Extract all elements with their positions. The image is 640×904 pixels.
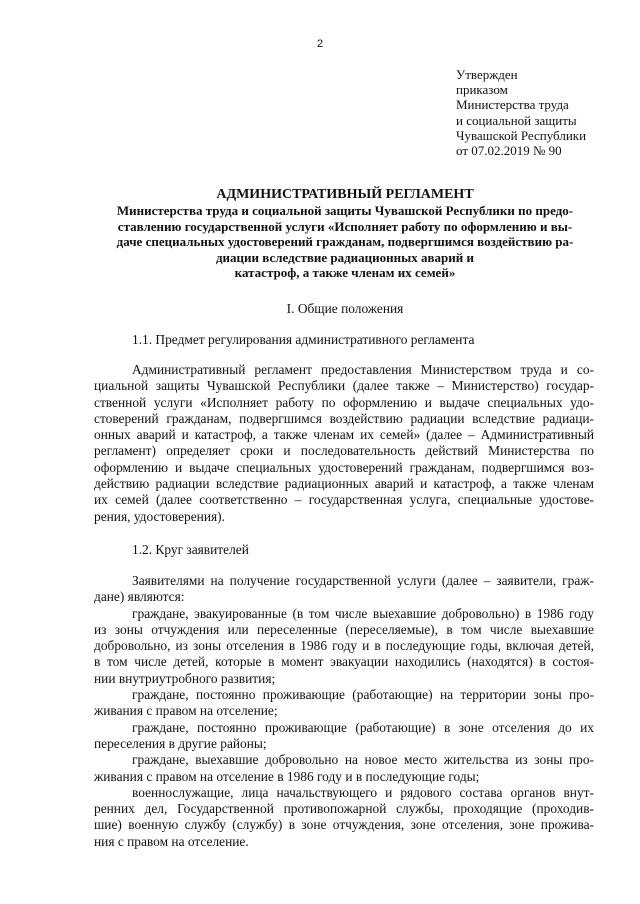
paragraph-line: живания с правом на отселение в 1986 году и в последующие годы; [94, 768, 480, 784]
paragraph-line: Административный регламент предоставления Министерством труда и со- [132, 362, 594, 377]
paragraph-line: ренних дел, Государственной противопожарной службы, проходящие (проходив- [94, 801, 594, 817]
paragraph-line: рения, удостоверения). [94, 508, 225, 524]
subsection-heading: 1.2. Круг заявителей [132, 542, 249, 557]
paragraph-line: в том числе детей, которые в момент эвакуации находились (находятся) в состоя- [94, 654, 594, 670]
paragraph-line: стоверений гражданам, подвергшимся воздействию радиации вследствие радиаци- [94, 410, 594, 426]
approval-line: Министерства труда [456, 97, 569, 113]
paragraph-line: переселения в другие районы; [94, 735, 267, 751]
paragraph-applicants [94, 573, 594, 850]
title-line: ставлению государственной услуги «Исполняет работу по оформлению и вы- [117, 218, 573, 234]
paragraph-line: шие) военную службу (службу) в зоне отчуждения, зоне отселения, зоне прожива- [94, 817, 594, 833]
approval-line: Чувашской Республики [456, 127, 587, 143]
paragraph-line: из зоны отчуждения или переселенные (переселяемые), в том числе выехавшие [94, 621, 594, 637]
paragraph-line: добровольно, из зоны отселения в 1986 году и в последующие годы, включая детей, [94, 638, 594, 654]
paragraph-line: граждане, постоянно проживающие (работающие) на территории зоны про- [132, 687, 594, 703]
paragraph-line: граждане, эвакуированные (в том числе выехавшие добровольно) в 1986 году [132, 605, 594, 621]
subsection-heading: 1.1. Предмет регулирования административного регламента [132, 332, 475, 347]
title-line: даче специальных удостоверений гражданам, подвергшимся воздействию ра- [116, 234, 574, 250]
page-number: 2 [316, 38, 324, 50]
paragraph-line: граждане, выехавшие добровольно на новое место жительства из зоны про- [132, 752, 594, 768]
approval-line: от 07.02.2019 № 90 [456, 143, 562, 159]
approval-block [456, 67, 626, 158]
paragraph-line: циальной защиты Чувашской Республики (далее также – Министерство) государ- [94, 378, 594, 394]
paragraph-line: Заявителями на получение государственной услуги (далее – заявители, граж- [132, 573, 594, 588]
paragraph-line: ственной услуги «Исполняет работу по оформлению и выдаче специальных удо- [94, 394, 594, 410]
paragraph-line: живания с правом на отселение; [94, 703, 278, 719]
paragraph-line: оформлению и выдаче специальных удостоверений гражданам, подвергшимся воз- [94, 459, 594, 475]
title-subtitle [96, 203, 594, 281]
paragraph-subject [94, 362, 594, 525]
title-line: диации вследствие радиационных аварий и [215, 249, 475, 265]
approval-line: Утвержден [456, 67, 518, 82]
paragraph-line: нии внутриутробного развития; [94, 670, 276, 686]
paragraph-line: военнослужащие, лица начальствующего и рядового состава органов внут- [132, 784, 594, 800]
paragraph-line: онных аварий и катастроф, а также членам их семей» (далее – Административный [94, 427, 594, 443]
title-main: АДМИНИСТРАТИВНЫЙ РЕГЛАМЕНТ [216, 187, 474, 202]
approval-line: и социальной защиты [456, 112, 577, 128]
section-heading: I. Общие положения [286, 301, 404, 316]
paragraph-line: их семей (далее соответственно – государственная услуга, специальные удостове- [94, 492, 594, 508]
title-line: Министерства труда и социальной защиты Чувашской Республики по предо- [116, 203, 574, 218]
document-title [96, 187, 594, 281]
paragraph-line: граждане, постоянно проживающие (работающие) в зоне отселения до их [132, 719, 594, 735]
approval-line: приказом [456, 82, 508, 98]
paragraph-line: действию радиации вследствие радиационных аварий и катастроф, а также членам [94, 476, 594, 492]
paragraph-line: регламент) определяет сроки и последовательность действий Министерства по [94, 443, 594, 459]
paragraph-line: ния с правом на отселение. [94, 833, 249, 849]
paragraph-line: дане) являются: [94, 589, 185, 605]
title-line: катастроф, а также членам их семей» [234, 265, 456, 281]
